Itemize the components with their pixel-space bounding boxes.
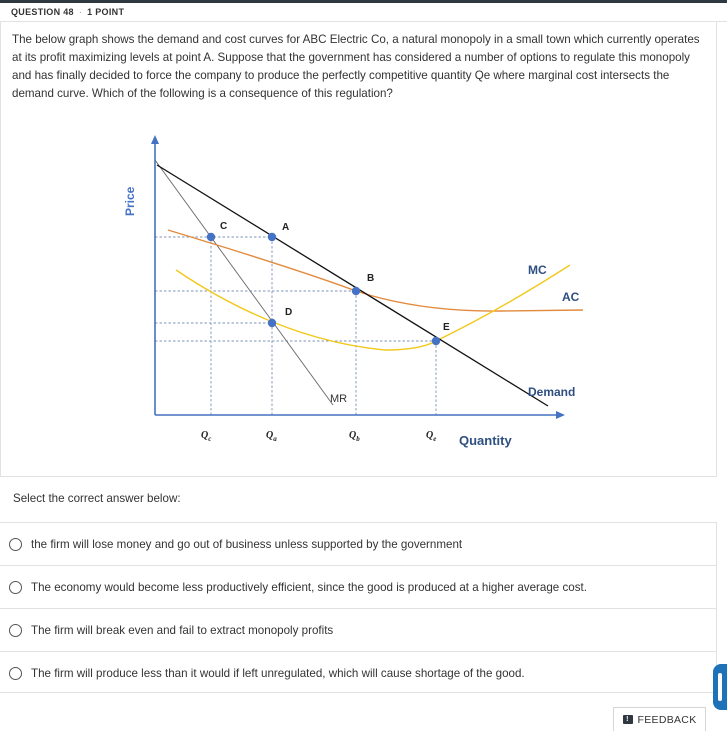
side-panel-tab[interactable] <box>713 664 727 710</box>
section-divider <box>0 476 717 477</box>
graph-points <box>207 233 440 345</box>
point-d-marker <box>268 319 276 327</box>
radio-button[interactable] <box>9 538 22 551</box>
ac-curve <box>168 230 583 311</box>
answer-option-3[interactable] <box>0 608 717 651</box>
feedback-label: FEEDBACK <box>637 713 697 726</box>
answer-option-text: The firm will produce less than it would if left unregulated, which will cause shortage of the good. <box>31 666 525 680</box>
economics-graph <box>0 120 727 470</box>
point-b-marker <box>352 287 360 295</box>
point-a-marker <box>268 233 276 241</box>
point-b-label: B <box>367 273 375 284</box>
point-c-marker <box>207 233 215 241</box>
answer-option-text: The firm will break even and fail to extract monopoly profits <box>31 623 334 637</box>
ac-label: AC <box>562 290 580 304</box>
point-e-label: E <box>443 322 450 333</box>
point-e-marker <box>432 337 440 345</box>
question-number: QUESTION 48 <box>11 7 74 17</box>
radio-button[interactable] <box>9 624 22 637</box>
mr-curve <box>155 160 333 405</box>
question-text: The below graph shows the demand and cost curves for ABC Electric Co, a natural monopoly in a small town which currently operates at its profit maximizing levels at point A. Suppose that the government has considered a number of options to regulate this monopoly and has finally decided to force the company to produce the perfectly competitive quantity Qe where marginal cost intersects the demand curve. Which of the following is a consequence of this regulation? <box>12 33 700 100</box>
y-axis-label: Price <box>123 186 137 216</box>
answer-option-text: the firm will lose money and go out of business unless supported by the government <box>31 537 463 551</box>
mc-label: MC <box>528 263 547 277</box>
radio-button[interactable] <box>9 581 22 594</box>
curve-labels <box>330 263 580 405</box>
point-d-label: D <box>285 307 293 318</box>
tick-qa: $Q_a$ <box>266 430 277 443</box>
guide-lines <box>155 237 436 415</box>
mr-label: MR <box>330 393 348 405</box>
header-separator: · <box>78 7 83 17</box>
radio-button[interactable] <box>9 667 22 680</box>
tick-qb: $Q_b$ <box>349 430 360 443</box>
point-labels <box>220 221 450 333</box>
point-c-label: C <box>220 221 228 232</box>
answer-option-4[interactable] <box>0 651 717 694</box>
tick-qe: $Q_e$ <box>426 430 437 443</box>
graph-svg <box>0 120 727 470</box>
x-axis-label: Quantity <box>459 433 512 448</box>
answer-option-2[interactable] <box>0 565 717 608</box>
answer-option-text: The economy would become less productively efficient, since the good is produced at a higher average cost. <box>31 580 587 594</box>
feedback-icon: ! <box>623 715 633 724</box>
demand-curve <box>157 165 548 406</box>
point-a-label: A <box>282 222 290 233</box>
question-points: 1 POINT <box>87 7 125 17</box>
demand-label: Demand <box>528 385 576 399</box>
options-bottom-border <box>0 692 717 693</box>
tick-labels <box>201 430 436 443</box>
answer-option-1[interactable] <box>0 522 717 565</box>
select-answer-label: Select the correct answer below: <box>13 492 181 505</box>
question-header <box>0 3 727 22</box>
feedback-button[interactable] <box>613 707 706 731</box>
x-axis-arrow <box>556 411 565 419</box>
tick-qc: $Q_c$ <box>201 430 212 443</box>
y-axis-arrow <box>151 135 159 144</box>
